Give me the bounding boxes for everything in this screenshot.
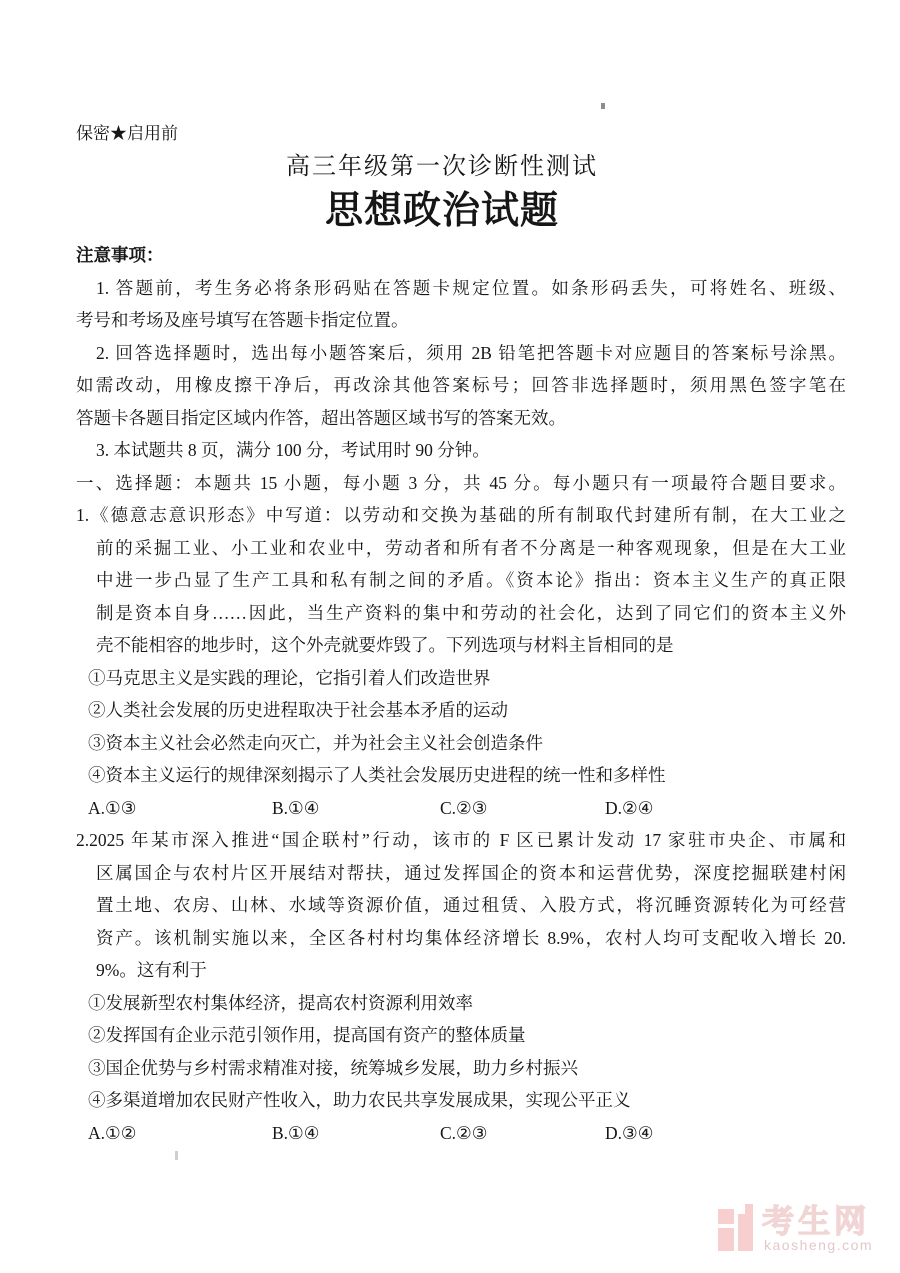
watermark-logo-icon [738,1214,753,1251]
watermark-logo-icon [718,1228,734,1251]
q1-sub-option-1: ①马克思主义是实践的理论，它指引着人们改造世界 [88,667,491,688]
q1-stem-line-5: 壳不能相容的地步时，这个外壳就要炸毁了。下列选项与材料主旨相同的是 [96,635,674,655]
q2-stem-line-3: 置土地、农房、山林、水域等资源价值，通过租赁、入股方式，将沉睡资源转化为可经营 [96,895,846,915]
exam-body [76,239,846,1149]
scan-artifact-dot [601,103,605,109]
notice-item2-line1: 2. 回答选择题时，选出每小题答案后，须用 2B 铅笔把答题卡对应题目的答案标号涂黑。 [96,342,846,363]
security-label: 保密★启用前 [76,124,178,143]
q2-stem-line-4: 资产。该机制实施以来，全区各村村均集体经济增长 8.9%，农村人均可支配收入增长 20. [96,927,846,948]
q2-sub-option-2: ②发挥国有企业示范引领作用，提高国有资产的整体质量 [88,1025,526,1045]
notice-item1-line2: 考号和考场及座号填写在答题卡指定位置。 [76,310,409,330]
q2-choice-a: A.①② [88,1122,137,1143]
q2-sub-option-3: ③国企优势与乡村需求精准对接，统筹城乡发展，助力乡村振兴 [88,1057,578,1078]
notes-heading: 注意事项： [76,245,164,265]
notice-item2-line2: 如需改动，用橡皮擦干净后，再改涂其他答案标号；回答非选择题时，须用黑色签字笔在 [76,375,846,395]
q2-sub-option-4: ④多渠道增加农民财产性收入，助力农民共享发展成果，实现公平正义 [88,1090,631,1110]
q1-sub-option-3: ③资本主义社会必然走向灭亡，并为社会主义社会创造条件 [88,732,543,753]
q2-choice-c: C.②③ [440,1122,488,1143]
notice-item2-line3: 答题卡各题目指定区域内作答，超出答题区域书写的答案无效。 [76,407,566,428]
exam-subtitle: 高三年级第一次诊断性测试 [286,154,598,180]
q2-choice-b: B.①④ [272,1122,320,1143]
q1-stem-line-1: 1.《德意志意识形态》中写道：以劳动和交换为基础的所有制取代封建所有制，在大工业之 [76,505,846,525]
exam-title: 思想政治试题 [324,190,559,232]
watermark-brand: 考生网 [762,1203,871,1239]
q2-stem-line-1: 2.2025 年某市深入推进“国企联村”行动，该市的 F 区已累计发动 17 家驻市央企、市属和 [76,830,846,850]
q1-stem-line-3: 中进一步凸显了生产工具和私有制之间的矛盾。《资本论》指出：资本主义生产的真正限 [96,570,846,590]
q1-stem-line-4: 制是资本自身……因此，当生产资料的集中和劳动的社会化，达到了同它们的资本主义外 [96,602,846,623]
q2-sub-option-1: ①发展新型农村集体经济，提高农村资源利用效率 [88,992,473,1013]
kaosheng-watermark [700,1195,895,1265]
q1-choices-row [76,792,846,825]
q2-stem-line-2: 区属国企与农村片区开展结对帮扶，通过发挥国企的资本和运营优势，深度挖掘联建村闲 [96,862,846,883]
watermark-domain: kaosheng.com [764,1237,874,1253]
watermark-logo-icon [745,1204,753,1214]
q2-choices-row [76,1117,846,1150]
q1-choice-c: C.②③ [440,797,488,818]
q2-stem-line-5: 9%。这有利于 [96,960,207,980]
scan-artifact-tick [175,1151,178,1160]
q1-choice-d: D.②④ [605,797,654,818]
q1-choice-b: B.①④ [272,797,320,818]
notice-item3: 3. 本试题共 8 页，满分 100 分，考试用时 90 分钟。 [96,440,490,460]
section-heading: 一、选择题：本题共 15 小题，每小题 3 分，共 45 分。每小题只有一项最符合题目要求。 [76,472,846,493]
q1-choice-a: A.①③ [88,797,137,818]
q2-choice-d: D.③④ [605,1122,654,1143]
q1-sub-option-2: ②人类社会发展的历史进程取决于社会基本矛盾的运动 [88,700,508,720]
q1-stem-line-2: 前的采掘工业、小工业和农业中，劳动者和所有者不分离是一种客观现象，但是在大工业 [96,537,846,558]
watermark-logo-icon [718,1209,734,1224]
q1-sub-option-4: ④资本主义运行的规律深刻揭示了人类社会发展历史进程的统一性和多样性 [88,765,666,785]
notice-item1-line1: 1. 答题前，考生务必将条形码贴在答题卡规定位置。如条形码丢失，可将姓名、班级、 [96,277,846,298]
